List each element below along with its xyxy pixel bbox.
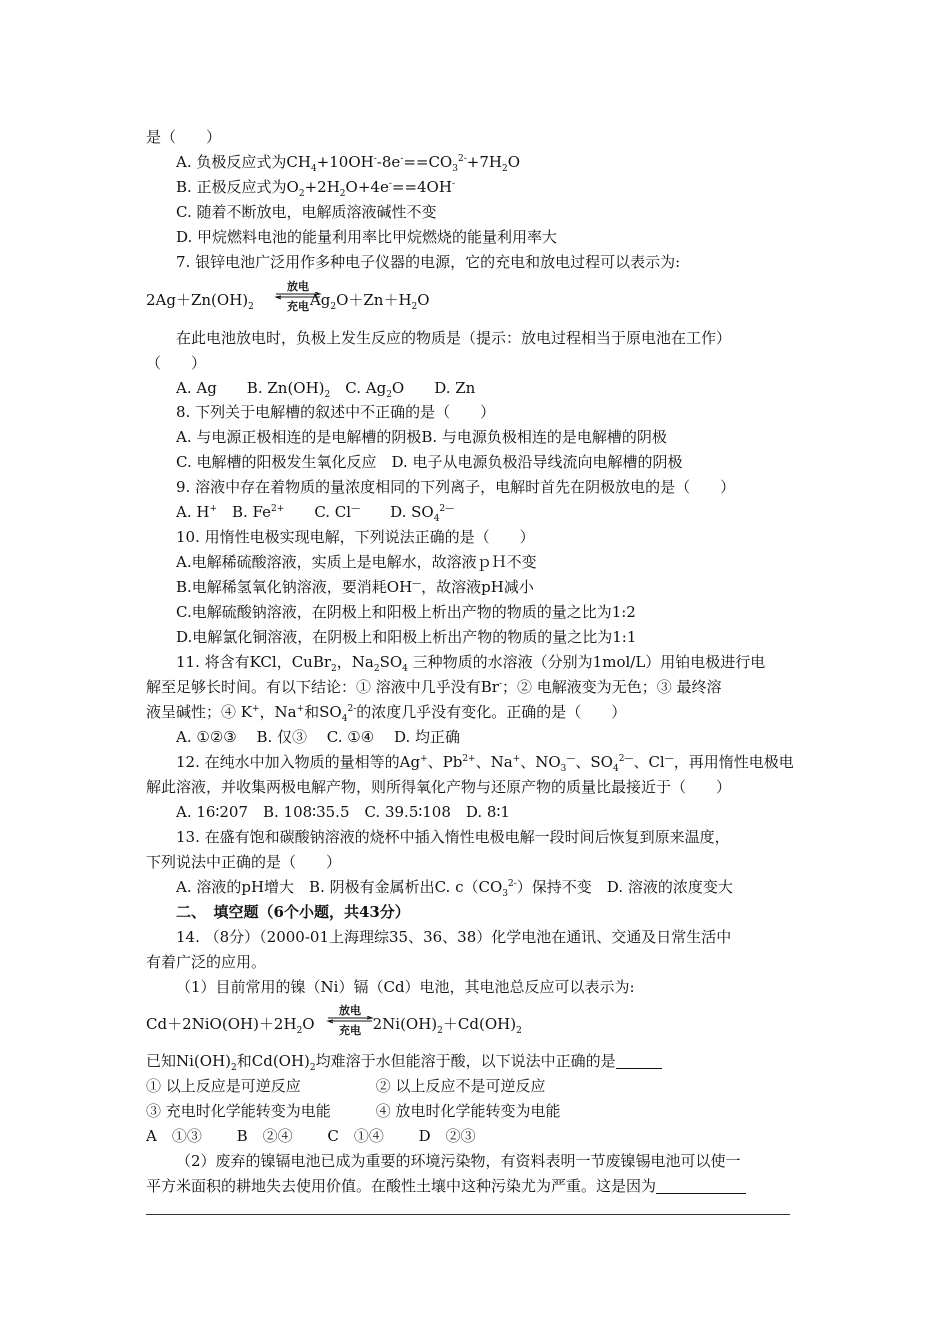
- q12-options: A. 16∶207 B. 108∶35.5 C. 39.5∶108 D. 8∶1: [176, 803, 510, 821]
- q14-statements-34: ③ 充电时化学能转变为电能 ④ 放电时化学能转变为电能: [146, 1102, 561, 1120]
- q7-equation: $2Ag+Zn(OH)_2$ $Ag_2O+Zn+H_2O$: [146, 291, 430, 312]
- q6-option-d: D. 甲烷燃料电池的能量利用率比甲烷燃烧的能量利用率大: [176, 228, 558, 246]
- q7-paren: （ ）: [146, 354, 207, 372]
- q11-stem-1: 11. 将含有KCl，CuBr$_2$，$Na_2SO_4$ 三种物质的水溶液（分别为1mol/L）用铂电极进行电: [176, 653, 766, 674]
- q13-stem-1: 13. 在盛有饱和碳酸钠溶液的烧杯中插入惰性电极电解一段时间后恢复到原来温度，: [176, 828, 730, 846]
- q12-stem-2: 解此溶液，并收集两极电解产物，则所得氧化产物与还原产物的质量比最接近于（ ）: [146, 778, 732, 796]
- q8-stem: 8. 下列关于电解槽的叙述中不正确的是（ ）: [176, 403, 496, 421]
- q6-stem-end: 是（ ）: [146, 128, 222, 146]
- q14-part1-condition: 已知$Ni(OH)_2$和$Cd(OH)_2$均难溶于水但能溶于酸，以下说法中正确的是: [146, 1052, 662, 1070]
- q6-option-a: A. 负极反应式为$CH_4+10OH^--8e^-==CO_3^{2-}+7H_2O$: [176, 153, 520, 174]
- q14-statements-12: ① 以上反应是可逆反应 ② 以上反应不是可逆反应: [146, 1077, 546, 1095]
- q10-stem: 10. 用惰性电极实现电解，下列说法正确的是（ ）: [176, 528, 535, 546]
- q10-option-b: B.电解稀氢氧化钠溶液，要消耗OH—，故溶液pH减小: [176, 578, 534, 596]
- q11-options: A. ①②③ B. 仅③ C. ①④ D. 均正确: [176, 728, 460, 746]
- q14-stem-2: 有着广泛的应用。: [146, 953, 267, 971]
- q8-options-cd: C. 电解槽的阳极发生氧化反应 D. 电子从电源负极沿导线流向电解槽的阴极: [176, 453, 683, 471]
- q12-stem-1: 12. 在纯水中加入物质的量相等的Ag+、$Pb^{2+}$、Na+、$NO_3^—$、$SO_4^{2—}$、Cl—，再用惰性电极电: [176, 753, 794, 774]
- page-divider: [146, 1214, 790, 1215]
- q7-options: A. Ag B. $Zn(OH)_2$ C. $Ag_2O$ D. Zn: [176, 379, 476, 400]
- q14-part2-stem-1: （2）废弃的镍镉电池已成为重要的环境污染物，有资料表明一节废镍锡电池可以使一: [176, 1152, 741, 1170]
- q10-option-c: C.电解硫酸钠溶液，在阴极上和阳极上析出产物的物质的量之比为1:2: [176, 603, 636, 621]
- q7-stem-2: 在此电池放电时，负极上发生反应的物质是（提示：放电过程相当于原电池在工作）: [176, 329, 732, 347]
- q7-stem: 7. 银锌电池广泛用作多种电子仪器的电源，它的充电和放电过程可以表示为:: [176, 253, 681, 271]
- document-page: 是（ ） A. 负极反应式为$CH_4+10OH^--8e^-==CO_3^{2-}+7H_2O$ B. 正极反应式为$O_2+2H_2O+4e^-==4OH^-$ C. 随着不断放电，电解质溶液碱性不变 D. 甲烷燃料电池的能量利用率比甲烷燃烧的能量利用率大 7. 银锌电池广泛用作多种电子仪器的电源，它的充电和放电过程可以表示为: $2Ag+Zn(OH)_2$ $Ag_2O+Zn+H_2O$ 放电 充电 在此电池放电时，负极上发生反应的物质是（提示：放电过程相当于原电池在工作） （ ） A. Ag B. $Zn(OH)_2$ C. $Ag_2O$ D. Zn 8. 下列关于电解槽的叙述中不正确的是（ ） A. 与电源正极相连的是电解槽的阴极B. 与电源负极相连的是电解槽的阴极 C. 电解槽的阳极发生氧化反应 D. 电子从电源负极沿导线流向电解槽的阴极 9. 溶液中存在着物质的量浓度相同的下列离子，电解时首先在阴极放电的是（ ） A. H+ B. $Fe^{2+}$ C. Cl— D. $SO_4^{2—}$ 10. 用惰性电极实现电解，下列说法正确的是（ ） A.电解稀硫酸溶液，实质上是电解水，故溶液ｐＨ不变 B.电解稀氢氧化钠溶液，要消耗OH—，故溶液pH减小 C.电解硫酸钠溶液，在阴极上和阳极上析出产物的物质的量之比为1:2 D.电解氯化铜溶液，在阴极上和阳极上析出产物的物质的量之比为1:1 11. 将含有KCl，CuBr$_2$，$Na_2SO_4$ 三种物质的水溶液（分别为1mol/L）用铂电极进行电 解至足够长时间。有以下结论：① 溶液中几乎没有Br-；② 电解液变为无色；③ 最终溶 液呈碱性；④ K+，Na+和$SO_4^{2-}$的浓度几乎没有变化。正确的是（ ） A. ①②③ B. 仅③ C. ①④ D. 均正确 12. 在纯水中加入物质的量相等的Ag+、$Pb^{2+}$、Na+、$NO_3^—$、$SO_4^{2—}$、Cl—，再用惰性电极电 解此溶液，并收集两极电解产物，则所得氧化产物与还原产物的质量比最接近于（ ） A. 16∶207 B. 108∶35.5 C. 39.5∶108 D. 8∶1 13. 在盛有饱和碳酸钠溶液的烧杯中插入惰性电极电解一段时间后恢复到原来温度， 下列说法中正确的是（ ） A. 溶液的pH增大 B. 阴极有金属析出C. $c(CO_3^{2-})$保持不变 D. 溶液的浓度变大 二、 填空题（6个小题，共43分） 14. （8分）（2000-01上海理综35、36、38）化学电池在通讯、交通及日常生活中 有着广泛的应用。 （1）目前常用的镍（Ni）镉（Cd）电池，其电池总反应可以表示为: $Cd+2NiO(OH)+2H_2O$ $2Ni(OH)_2+Cd(OH)_2$ 放电 充电 已知$Ni(OH)_2$和$Cd(OH)_2$均难溶于水但能溶于酸，以下说法中正确的是 ① 以上反应是可逆反应 ② 以上反应不是可逆反应 ③ 充电时化学能转变为电能 ④ 放电时化学能转变为电能 A ①③ B ②④ C ①④ D ②③ （2）废弃的镍镉电池已成为重要的环境污染物，有资料表明一节废镍锡电池可以使一 平方米面积的耕地失去使用价值。在酸性土壤中这种污染尤为严重。这是因为: [0, 0, 950, 1344]
- section-heading: 二、 填空题（6个小题，共43分）: [176, 903, 410, 921]
- answer-blank[interactable]: [616, 1054, 662, 1069]
- q9-stem: 9. 溶液中存在着物质的量浓度相同的下列离子，电解时首先在阴极放电的是（ ）: [176, 478, 736, 496]
- q11-stem-2: 解至足够长时间。有以下结论：① 溶液中几乎没有Br-；② 电解液变为无色；③ 最终溶: [146, 678, 722, 696]
- q14-part1-stem: （1）目前常用的镍（Ni）镉（Cd）电池，其电池总反应可以表示为:: [176, 978, 635, 996]
- q14-stem-1: 14. （8分）（2000-01上海理综35、36、38）化学电池在通讯、交通及日常生活中: [176, 928, 732, 946]
- q14-part2-stem-2: 平方米面积的耕地失去使用价值。在酸性土壤中这种污染尤为严重。这是因为: [146, 1177, 746, 1195]
- q11-stem-3: 液呈碱性；④ K+，Na+和$SO_4^{2-}$的浓度几乎没有变化。正确的是（ ）: [146, 703, 627, 724]
- q10-option-d: D.电解氯化铜溶液，在阴极上和阳极上析出产物的物质的量之比为1:1: [176, 628, 637, 646]
- q14-equation: $Cd+2NiO(OH)+2H_2O$ $2Ni(OH)_2+Cd(OH)_2$: [146, 1015, 522, 1036]
- q8-options-ab: A. 与电源正极相连的是电解槽的阴极B. 与电源负极相连的是电解槽的阴极: [176, 428, 667, 446]
- answer-blank[interactable]: [656, 1179, 746, 1194]
- q13-options: A. 溶液的pH增大 B. 阴极有金属析出C. $c(CO_3^{2-})$保持不变 D. 溶液的浓度变大: [176, 878, 733, 899]
- q6-option-b: B. 正极反应式为$O_2+2H_2O+4e^-==4OH^-$: [176, 178, 455, 199]
- q9-options: A. H+ B. $Fe^{2+}$ C. Cl— D. $SO_4^{2—}$: [176, 503, 455, 524]
- q13-stem-2: 下列说法中正确的是（ ）: [146, 853, 342, 871]
- q14-part1-options: A ①③ B ②④ C ①④ D ②③: [146, 1127, 476, 1145]
- q10-option-a: A.电解稀硫酸溶液，实质上是电解水，故溶液ｐＨ不变: [176, 553, 537, 571]
- q6-option-c: C. 随着不断放电，电解质溶液碱性不变: [176, 203, 437, 221]
